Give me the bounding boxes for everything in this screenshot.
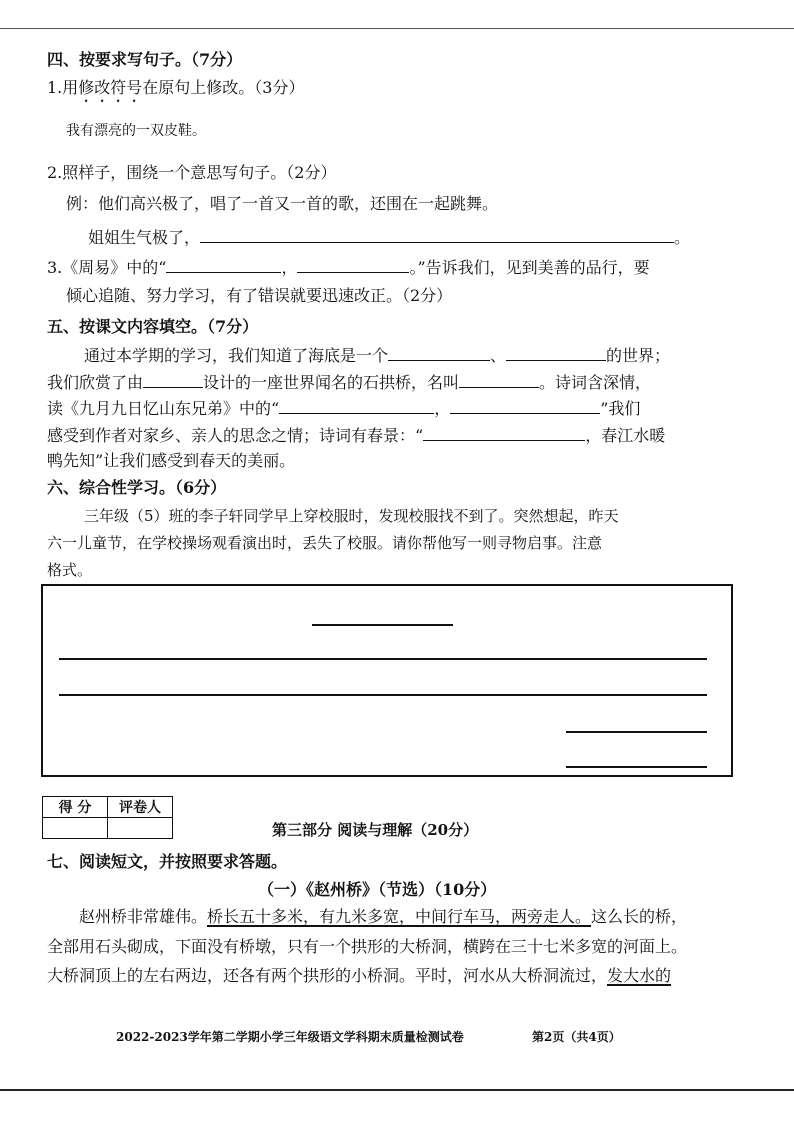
q2-example: 例：他们高兴极了，唱了一首又一首的歌，还围在一起跳舞。 <box>66 194 499 213</box>
score-cell[interactable] <box>43 818 108 839</box>
q3-line: 3.《周易》中的“ ， 。”告诉我们，见到美善的品行，要 <box>47 258 650 277</box>
s6-para-2: 六一儿童节，在学校操场观看演出时，丢失了校服。请你帮他写一则寻物启事。注意 <box>47 534 603 552</box>
answer-blank[interactable] <box>423 424 585 441</box>
part3-title: 第三部分 阅读与理解（20分） <box>272 821 479 839</box>
grader-header: 评卷人 <box>108 797 173 818</box>
answer-blank[interactable] <box>297 256 409 273</box>
passage-line-2: 全部用石头砌成，下面没有桥墩，只有一个拱形的大桥洞，横跨在三十七米多宽的河面上。 <box>47 937 688 956</box>
s5-line-3: 读《九月九日忆山东兄弟》中的“ ， ”我们 <box>47 399 641 418</box>
underlined-phrase: 发大水的 <box>607 966 672 985</box>
passage-title: （一）《赵州桥》（节选）（10分） <box>258 880 497 899</box>
answer-blank[interactable] <box>279 397 434 414</box>
answer-blank[interactable] <box>459 371 539 388</box>
q3-line-2: 倾心追随、努力学习，有了错误就要迅速改正。（2分） <box>66 286 453 305</box>
score-table <box>42 796 173 839</box>
s5-line-1: 通过本学期的学习，我们知道了海底是一个 、 的世界； <box>84 346 671 365</box>
date-line[interactable] <box>566 766 707 768</box>
q1-line: 1.用修改符号在原句上修改。（3分） <box>47 78 305 97</box>
passage-line-3: 大桥洞顶上的左右两边，还各有两个拱形的小桥洞。平时，河水从大桥洞流过，发大水的 <box>47 966 672 985</box>
answer-blank[interactable] <box>506 344 606 361</box>
signature-line[interactable] <box>566 731 707 733</box>
answer-blank[interactable] <box>388 344 490 361</box>
top-border <box>0 28 794 29</box>
q2-line: 2.照样子，围绕一个意思写句子。（2分） <box>47 163 337 182</box>
s6-para-3: 格式。 <box>47 561 93 579</box>
answer-blank[interactable] <box>450 397 600 414</box>
section6-title: 六、综合性学习。（6分） <box>47 478 227 497</box>
section7-title: 七、阅读短文，并按照要求答题。 <box>47 852 288 871</box>
writing-line[interactable] <box>59 694 707 696</box>
s5-line-2: 我们欣赏了由 设计的一座世界闻名的石拱桥，名叫 。诗词含深情， <box>47 373 652 392</box>
footer-page-number: 第2页（共4页） <box>532 1030 621 1044</box>
writing-line[interactable] <box>59 658 707 660</box>
notice-title-line[interactable] <box>312 624 453 626</box>
grader-cell[interactable] <box>108 818 173 839</box>
s5-line-4: 感受到作者对家乡、亲人的思念之情；诗词有春景：“ ，春江水暖 <box>47 426 666 445</box>
footer-exam-title: 2022-2023学年第二学期小学三年级语文学科期末质量检测试卷 <box>116 1030 464 1044</box>
answer-blank[interactable] <box>143 371 203 388</box>
s5-line-5: 鸭先知”让我们感受到春天的美丽。 <box>47 451 296 470</box>
dotted-text: 修改符号 <box>78 78 143 97</box>
q1-sentence: 我有漂亮的一双皮鞋。 <box>66 123 206 139</box>
answer-blank[interactable] <box>166 256 281 273</box>
s6-para-1: 三年级（5）班的李子轩同学早上穿校服时，发现校服找不到了。突然想起，昨天 <box>84 507 619 525</box>
underlined-sentence: 桥长五十多米，有九米多宽，中间行车马，两旁走人。 <box>207 907 592 926</box>
section5-title: 五、按课文内容填空。（7分） <box>47 317 259 336</box>
notice-writing-box <box>41 584 733 777</box>
answer-blank[interactable] <box>200 226 674 243</box>
section4-title: 四、按要求写句子。（7分） <box>47 50 243 69</box>
passage-line-1: 赵州桥非常雄伟。桥长五十多米，有九米多宽，中间行车马，两旁走人。这么长的桥， <box>79 907 688 926</box>
score-header: 得 分 <box>43 797 108 818</box>
q2-answer-line: 姐姐生气极了， 。 <box>88 228 691 247</box>
bottom-border <box>0 1089 794 1091</box>
